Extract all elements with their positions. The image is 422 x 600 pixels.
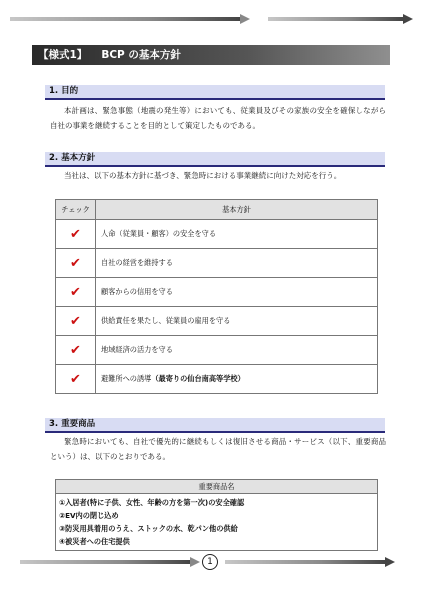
products-table-header (56, 480, 378, 494)
page-title (32, 45, 390, 65)
policy-table (55, 199, 378, 394)
policy-item-text: 避難所への誘導 (101, 374, 152, 383)
product-list-cell (56, 494, 378, 551)
check-icon: ✔ (70, 255, 81, 271)
key-products-table (55, 479, 378, 551)
footer-arrow-right (225, 560, 385, 564)
checkbox-cell[interactable] (56, 307, 96, 336)
check-icon: ✔ (70, 371, 81, 387)
checkbox-cell[interactable] (56, 336, 96, 365)
check-icon: ✔ (70, 226, 81, 242)
check-icon: ✔ (70, 342, 81, 358)
table-row (56, 365, 378, 394)
title-tag: 【様式1】 (38, 49, 88, 61)
title-text: BCP の基本方針 (101, 49, 181, 61)
policy-item-text: 自社の経営を維持する (101, 258, 173, 267)
table-row (56, 307, 378, 336)
policy-item (96, 249, 378, 278)
footer-arrow-left (20, 560, 190, 564)
header-arrow-right (268, 17, 403, 21)
section-body-basic-policy: 当社は、以下の基本方針に基づき、緊急時における事業継続に向けた対応を行う。 (64, 171, 342, 180)
policy-item (96, 307, 378, 336)
table-row (56, 278, 378, 307)
checkbox-cell[interactable] (56, 278, 96, 307)
section-heading-key-products: 3. 重要商品 (45, 418, 385, 433)
check-icon: ✔ (70, 313, 81, 329)
checkbox-cell[interactable] (56, 220, 96, 249)
policy-item-text: 人命（従業員・顧客）の安全を守る (101, 229, 217, 238)
checkbox-cell[interactable] (56, 365, 96, 394)
checkbox-cell[interactable] (56, 249, 96, 278)
check-icon: ✔ (70, 284, 81, 300)
policy-item-text: 顧客からの信用を守る (101, 287, 173, 296)
policy-item (96, 365, 378, 394)
table-row (56, 220, 378, 249)
list-item: ①入居者(特に子供、女性、年齢の方を第一次)の安全確認 (59, 498, 245, 507)
policy-item (96, 220, 378, 249)
section-body-key-products: 緊急時においても、自社で優先的に継続もしくは復旧させる商品・サービス（以下、重要商品という）は、以下のとおりである。 (50, 437, 386, 461)
table-row (56, 494, 378, 551)
section-heading-basic-policy: 2. 基本方針 (45, 152, 385, 167)
list-item: ③防災用具着用のうえ、ストックの水、乾パン他の供給 (59, 524, 238, 533)
page-number: 1 (202, 554, 218, 570)
list-item: ④被災者への住宅提供 (59, 537, 130, 546)
table-row (56, 249, 378, 278)
products-column-header: 重要商品名 (56, 480, 378, 494)
policy-item (96, 278, 378, 307)
policy-table-header (56, 200, 378, 220)
section-body-purpose: 本計画は、緊急事態（地震の発生等）においても、従業員及びその家族の安全を確保しながら自社の事業を継続することを目的として策定したものである。 (50, 106, 386, 130)
policy-item (96, 336, 378, 365)
check-column-header: チェック (56, 200, 96, 220)
policy-item-text: 供給責任を果たし、従業員の雇用を守る (101, 316, 231, 325)
section-heading-purpose: 1. 目的 (45, 85, 385, 100)
policy-item-text: 地域経済の活力を守る (101, 345, 173, 354)
table-row (56, 336, 378, 365)
policy-item-emphasis: （最寄りの仙台南高等学校） (151, 374, 245, 383)
policy-column-header: 基本方針 (96, 200, 378, 220)
header-arrow-left (10, 17, 240, 21)
list-item: ②EV内の閉じ込め (59, 511, 119, 520)
